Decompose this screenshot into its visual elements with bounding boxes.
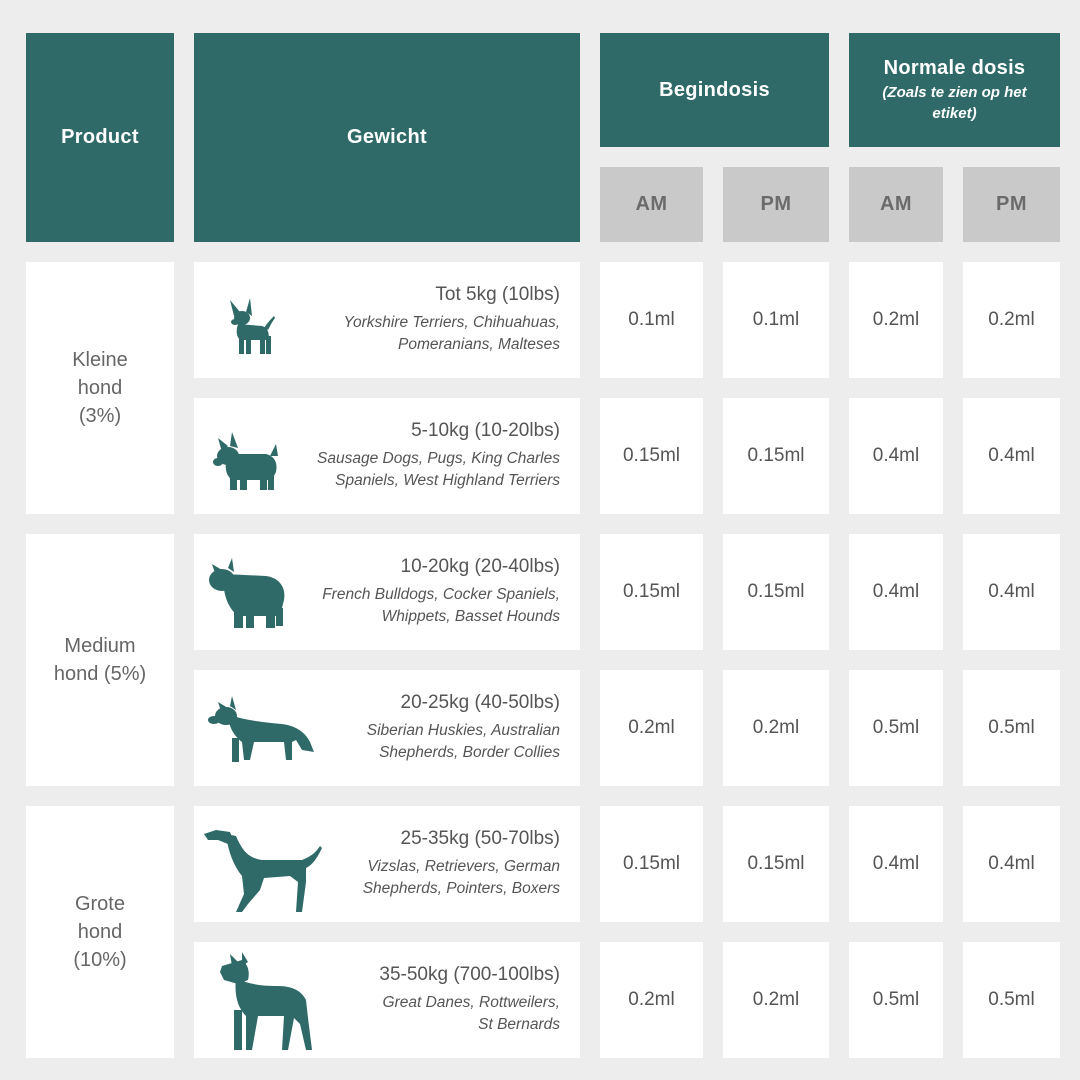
start-pm-value [723, 806, 829, 922]
dose-value: 0.1ml [628, 309, 675, 330]
weight-cell [194, 942, 580, 1058]
subheader-start-am-label: AM [635, 193, 668, 215]
terrier-icon [202, 408, 322, 504]
breeds-line: Great Danes, Rottweilers, [382, 994, 560, 1011]
bulldog-icon [202, 544, 322, 640]
product-medium-line1: Medium [64, 635, 136, 657]
dose-value: 0.4ml [872, 581, 920, 602]
header-weight [194, 33, 580, 242]
start-am-value [600, 534, 703, 650]
dose-value: 0.5ml [872, 989, 920, 1010]
dose-value: 0.15ml [622, 581, 681, 602]
product-large-line1: Grote [74, 893, 125, 915]
dose-value: 0.2ml [752, 989, 800, 1010]
weight-range: 25-35kg (50-70lbs) [400, 828, 560, 849]
header-start-dose [600, 33, 829, 147]
breeds-line: Yorkshire Terriers, Chihuahuas, [343, 314, 560, 331]
product-large-line2: hond [77, 921, 123, 943]
product-small-line1: Kleine [72, 349, 128, 371]
normal-am-value [849, 262, 943, 378]
dose-value: 0.15ml [747, 445, 805, 466]
normal-pm-value [963, 534, 1060, 650]
product-small-line2: hond [77, 377, 123, 399]
weight-cell [194, 806, 580, 922]
dose-value: 0.5ml [988, 989, 1035, 1010]
start-am-value [600, 398, 703, 514]
dose-value: 0.2ml [872, 309, 920, 330]
product-large [26, 806, 174, 1058]
normal-am-value [849, 534, 943, 650]
dose-value: 0.5ml [872, 717, 920, 738]
breeds-line: Siberian Huskies, Australian [366, 722, 560, 739]
normal-pm-value [963, 670, 1060, 786]
start-am-value [600, 806, 703, 922]
normal-pm-value [963, 262, 1060, 378]
dose-value: 0.2ml [628, 989, 675, 1010]
mastiff-icon [202, 948, 322, 1054]
weight-range: 10-20kg (20-40lbs) [400, 556, 560, 577]
subheader-normal-am-label: AM [879, 193, 913, 215]
dose-value: 0.2ml [628, 717, 675, 738]
weight-cell [194, 534, 580, 650]
dose-value: 0.15ml [747, 853, 805, 874]
dose-value: 0.15ml [622, 853, 681, 874]
product-small [26, 262, 174, 514]
product-medium [26, 534, 174, 786]
start-pm-value [723, 670, 829, 786]
start-pm-value [723, 942, 829, 1058]
header-start-dose-label: Begindosis [659, 78, 770, 101]
breeds-line: French Bulldogs, Cocker Spaniels, [322, 586, 560, 603]
start-pm-value [723, 262, 829, 378]
dose-value: 0.4ml [872, 853, 920, 874]
weight-cell [194, 262, 580, 378]
start-am-value [600, 262, 703, 378]
subheader-start-pm-label: PM [760, 193, 792, 215]
dose-value: 0.4ml [872, 445, 920, 466]
chihuahua-icon [202, 272, 322, 368]
start-pm-value [723, 398, 829, 514]
collie-icon [202, 680, 322, 776]
start-pm-value [723, 534, 829, 650]
weight-range: 5-10kg (10-20lbs) [411, 420, 560, 441]
dose-value: 0.4ml [988, 581, 1035, 602]
subheader-normal-am [849, 167, 943, 242]
subheader-start-am [600, 167, 703, 242]
weight-range: Tot 5kg (10lbs) [435, 284, 560, 305]
dose-value: 0.15ml [622, 445, 681, 466]
normal-am-value [849, 942, 943, 1058]
header-weight-label: Gewicht [347, 126, 427, 148]
header-product [26, 33, 174, 242]
header-normal-dose-note: (Zoals te zien op het etiket) [882, 83, 1027, 122]
start-am-value [600, 670, 703, 786]
product-small-line3: (3%) [78, 405, 122, 427]
dose-value: 0.5ml [988, 717, 1035, 738]
breeds-line: Pomeranians, Malteses [398, 336, 560, 353]
header-product-label: Product [61, 126, 139, 148]
breeds-line: St Bernards [478, 1016, 560, 1033]
header-normal-dose-label: Normale dosis [883, 56, 1026, 79]
breeds-line: Shepherds, Border Collies [379, 744, 560, 761]
breeds-line: Sausage Dogs, Pugs, King Charles [317, 450, 560, 467]
normal-pm-value [963, 942, 1060, 1058]
dose-value: 0.2ml [988, 309, 1035, 330]
weight-range: 20-25kg (40-50lbs) [400, 692, 560, 713]
dose-value: 0.4ml [988, 445, 1035, 466]
weight-cell [194, 670, 580, 786]
dose-value: 0.2ml [752, 717, 800, 738]
product-large-line3: (10%) [73, 949, 127, 971]
breeds-line: Vizslas, Retrievers, German [367, 858, 560, 875]
normal-pm-value [963, 806, 1060, 922]
normal-am-value [849, 398, 943, 514]
subheader-normal-pm-label: PM [996, 193, 1027, 215]
dose-value: 0.4ml [988, 853, 1035, 874]
header-normal-dose [849, 33, 1060, 147]
breeds-line: Whippets, Basset Hounds [381, 608, 560, 625]
subheader-start-pm [723, 167, 829, 242]
product-medium-line2: hond (5%) [53, 663, 147, 685]
breeds-line: Shepherds, Pointers, Boxers [362, 880, 560, 897]
breeds-line: Spaniels, West Highland Terriers [335, 472, 560, 489]
dose-value: 0.15ml [747, 581, 805, 602]
normal-am-value [849, 806, 943, 922]
pointer-icon [202, 816, 322, 912]
normal-pm-value [963, 398, 1060, 514]
normal-am-value [849, 670, 943, 786]
dose-value: 0.1ml [752, 309, 800, 330]
start-am-value [600, 942, 703, 1058]
weight-cell [194, 398, 580, 514]
weight-range: 35-50kg (700-100lbs) [379, 964, 560, 985]
subheader-normal-pm [963, 167, 1060, 242]
